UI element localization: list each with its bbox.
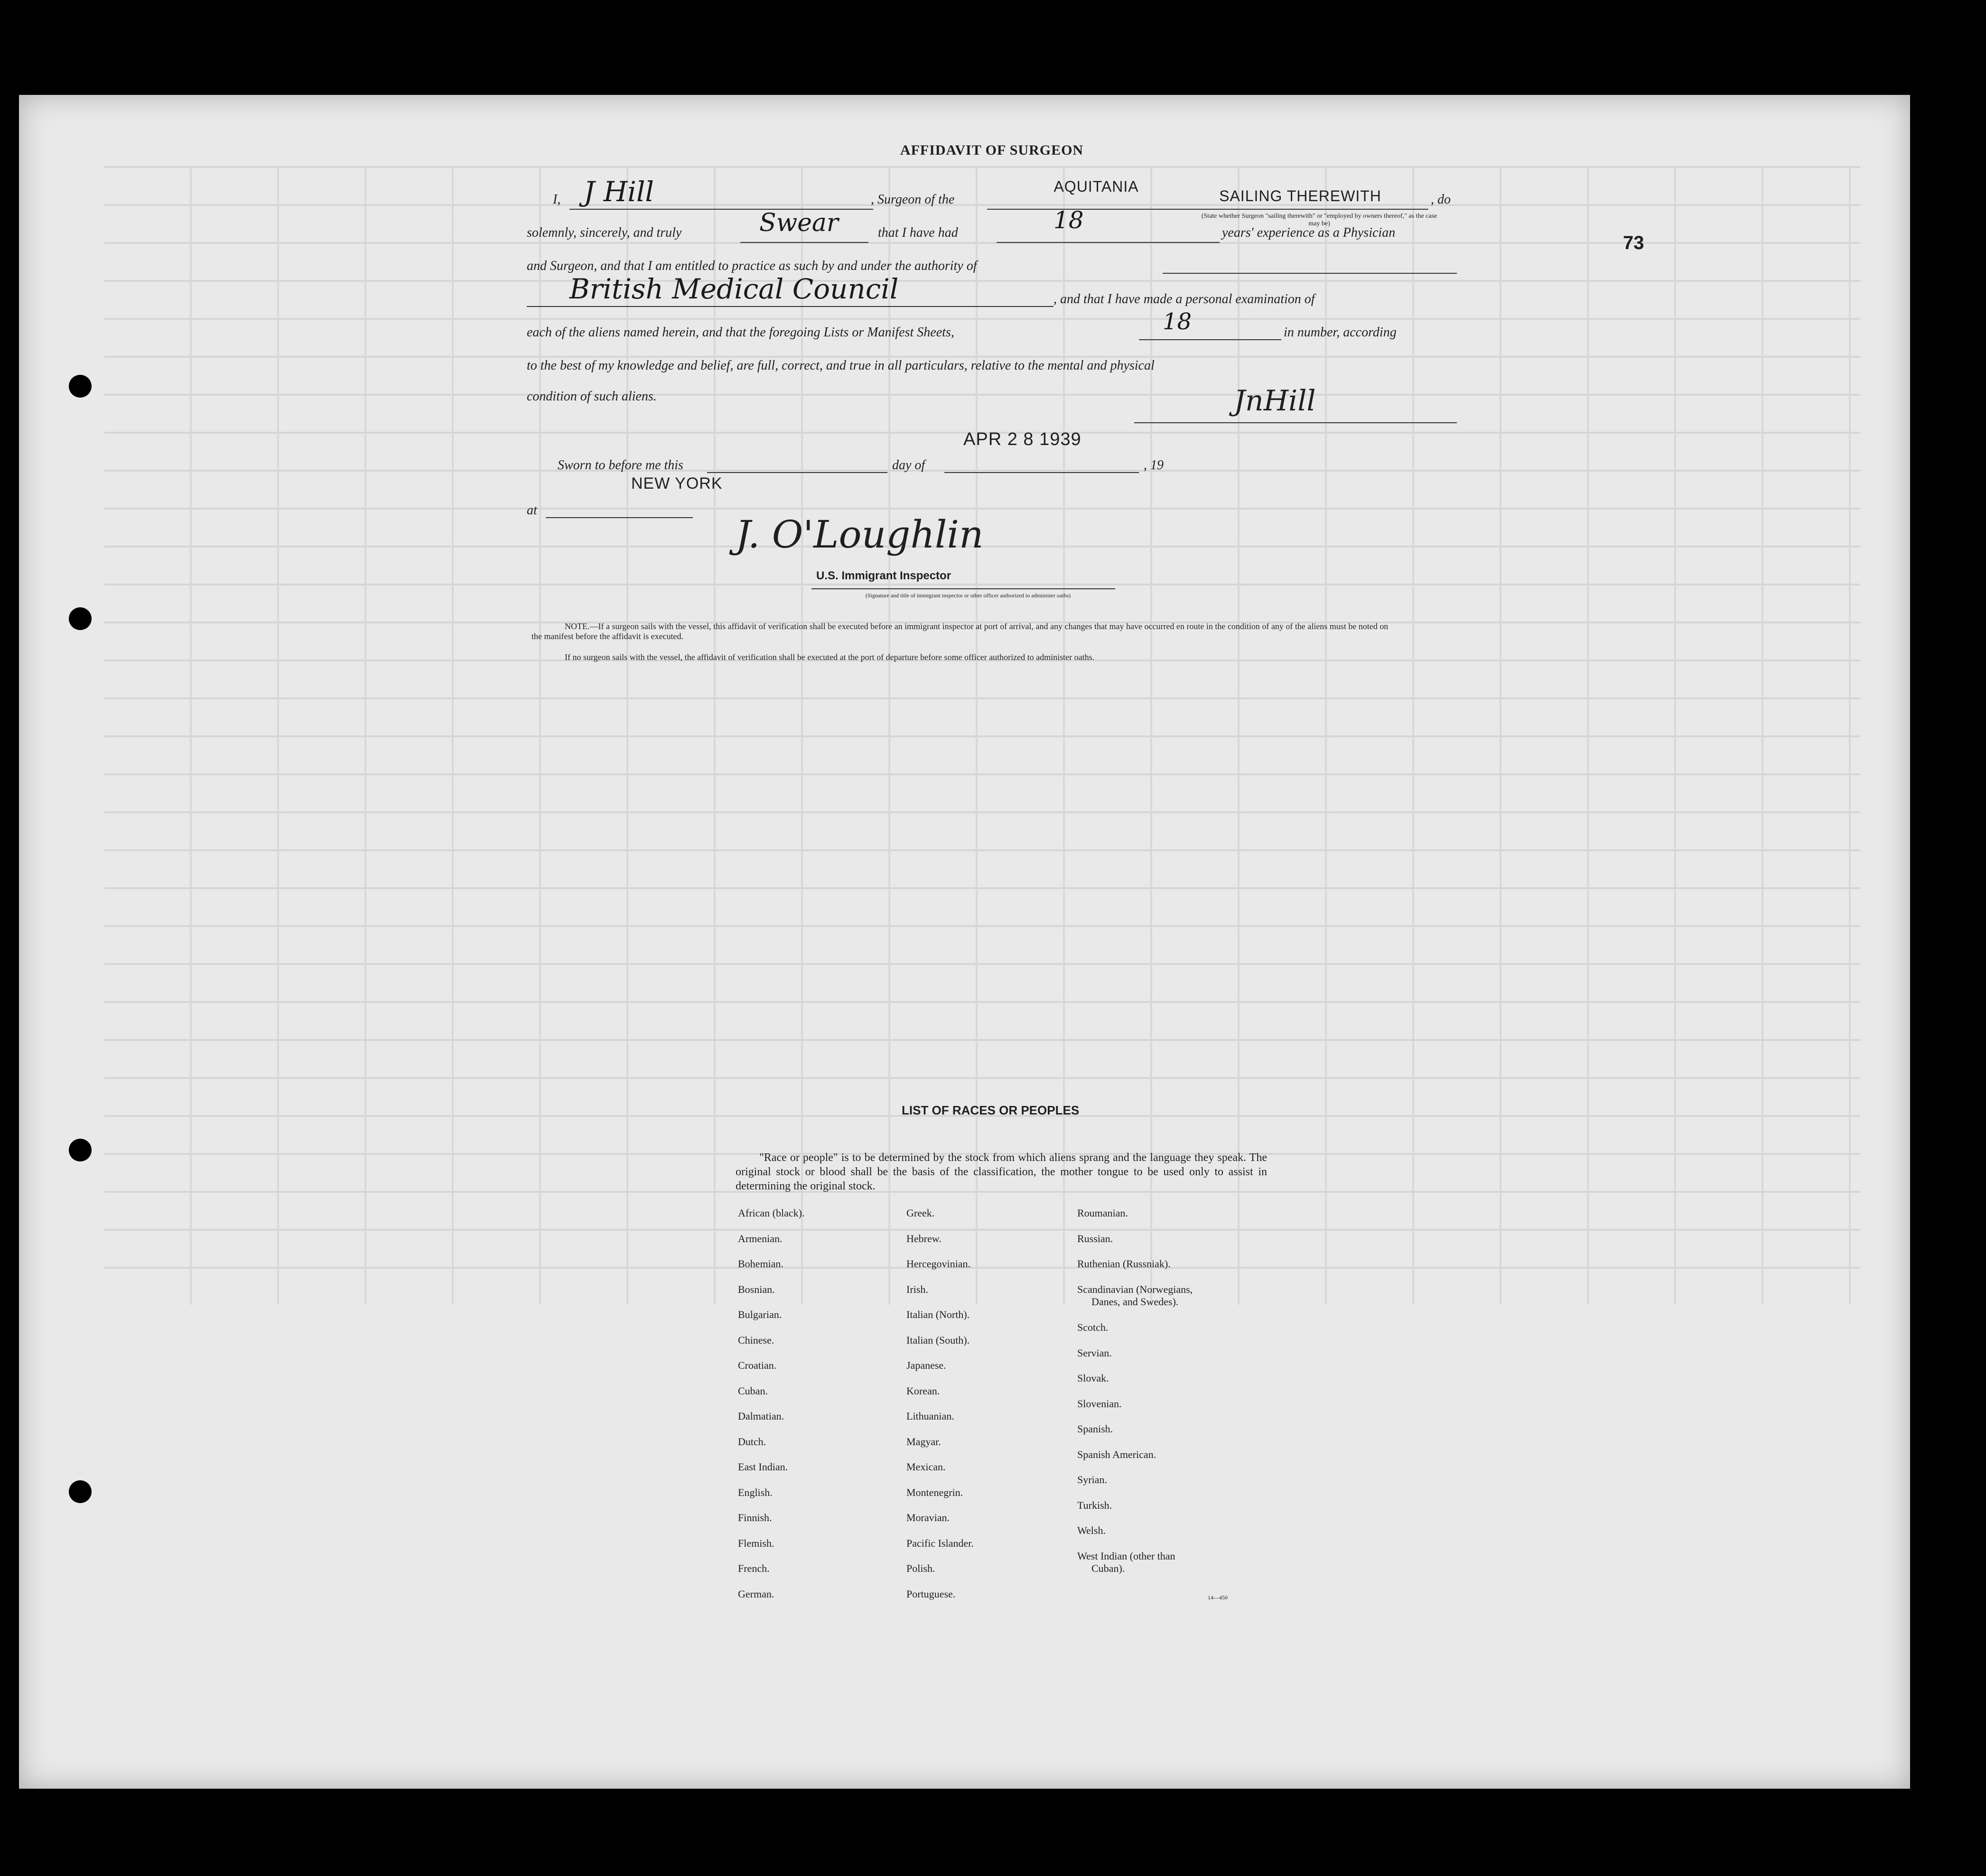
race-item: Roumanian.	[1077, 1207, 1128, 1219]
races-title: LIST OF RACES OR PEOPLES	[902, 1103, 1080, 1117]
race-item: Cuban.	[738, 1384, 768, 1397]
form-number: 14—450	[1208, 1594, 1228, 1601]
note-paragraph-1: NOTE.—If a surgeon sails with the vessel, this affidavit of verification shall be executed before an immigrant inspector at port of arrival, and any changes that may have occurred en route in the condition of any of the aliens must be noted on the manifest before the affidavit is executed.	[531, 622, 1389, 641]
note-paragraph-2: If no surgeon sails with the vessel, the affidavit of verification shall be executed at the port of departure before some officer authorized to administer oaths.	[565, 652, 1095, 662]
race-item: Scandinavian (Norwegians,	[1077, 1283, 1193, 1295]
race-item: Moravian.	[906, 1512, 950, 1523]
years-handwritten: 18	[1054, 206, 1084, 234]
race-item: Turkish.	[1077, 1499, 1112, 1511]
date-stamp: APR 2 8 1939	[963, 429, 1082, 449]
race-item: Hercegovinian.	[906, 1258, 970, 1270]
race-item: African (black).	[738, 1207, 805, 1219]
word-do: , do	[1431, 192, 1451, 207]
race-item: Dalmatian.	[738, 1410, 784, 1422]
race-item: Flemish.	[738, 1537, 774, 1549]
race-item: English.	[738, 1486, 773, 1498]
race-item: Croatian.	[738, 1359, 777, 1371]
race-item: Pacific Islander.	[906, 1537, 974, 1549]
sailing-status-caption: (State whether Surgeon "sailing therewith" or "employed by owners thereof," as the case may be)	[1201, 213, 1437, 227]
race-item: Syrian.	[1077, 1474, 1107, 1486]
word-solemnly: solemnly, sincerely, and truly	[527, 225, 682, 240]
sailing-status: SAILING THEREWITH	[1219, 187, 1381, 204]
word-i: I,	[553, 192, 561, 207]
inspector-title: U.S. Immigrant Inspector	[816, 569, 951, 582]
race-item: Magyar.	[906, 1435, 941, 1448]
authority-handwritten: British Medical Council	[569, 273, 899, 305]
race-item: Korean.	[906, 1384, 940, 1397]
race-item: Slovak.	[1077, 1372, 1109, 1384]
word-best: to the best of my knowledge and belief, are full, correct, and true in all particulars, relative to the mental and physical	[527, 358, 1155, 373]
race-item: French.	[738, 1562, 770, 1574]
race-item: German.	[738, 1588, 774, 1600]
punch-hole	[69, 375, 92, 398]
word-years-exp: years' experience as a Physician	[1222, 225, 1396, 240]
punch-hole	[69, 1139, 92, 1161]
race-item: Finnish.	[738, 1512, 772, 1523]
page-number: 73	[1623, 232, 1644, 253]
bleed-through-grid	[104, 166, 1860, 1305]
affidavit-title: AFFIDAVIT OF SURGEON	[900, 142, 1084, 158]
race-item: Italian (South).	[906, 1334, 970, 1346]
race-item: Russian.	[1077, 1232, 1113, 1244]
word-condition: condition of such aliens.	[527, 389, 657, 404]
race-item: Hebrew.	[906, 1232, 942, 1244]
race-item: Cuban).	[1091, 1562, 1125, 1574]
place-stamp: NEW YORK	[631, 474, 723, 492]
word-day-of: day of	[892, 458, 925, 473]
race-item: West Indian (other than	[1077, 1550, 1175, 1562]
word-personal: , and that I have made a personal examination of	[1054, 292, 1315, 306]
race-item: Chinese.	[738, 1334, 774, 1346]
word-at: at	[527, 503, 537, 518]
word-surgeon-of: , Surgeon of the	[871, 192, 955, 207]
punch-hole	[69, 607, 92, 630]
inspector-signature: J. O'Loughlin	[736, 512, 984, 557]
race-item: Dutch.	[738, 1435, 766, 1448]
race-item: Slovenian.	[1077, 1397, 1122, 1410]
race-item: Bulgarian.	[738, 1309, 782, 1320]
race-item: Portuguese.	[906, 1588, 956, 1600]
race-item: Montenegrin.	[906, 1486, 963, 1498]
race-item: Welsh.	[1077, 1524, 1106, 1536]
sheets-handwritten: 18	[1163, 308, 1192, 335]
race-item: Mexican.	[906, 1461, 946, 1473]
races-intro: "Race or people" is to be determined by the stock from which aliens sprang and the language they speak. The original stock or blood shall be the basis of the classification, the mother tongue to be used only to assist in determining the original stock.	[736, 1152, 1267, 1192]
race-item: East Indian.	[738, 1461, 788, 1473]
word-in-number: in number, according	[1284, 325, 1397, 340]
word-each: each of the aliens named herein, and that the foregoing Lists or Manifest Sheets,	[527, 325, 954, 340]
race-item: Greek.	[906, 1207, 935, 1219]
ship-name: AQUITANIA	[1054, 178, 1139, 195]
surgeon-name-handwritten: J Hill	[584, 176, 654, 208]
race-item: Scotch.	[1077, 1321, 1109, 1333]
word-have-had: that I have had	[878, 225, 958, 240]
punch-hole	[69, 1480, 92, 1503]
word-and-surgeon: and Surgeon, and that I am entitled to practice as such by and under the authority of	[527, 259, 977, 273]
inspector-caption: (Signature and title of immigrant inspector or other officer authorized to administer oaths)	[865, 592, 1071, 599]
race-item: Lithuanian.	[906, 1410, 954, 1422]
manifest-page	[19, 95, 1910, 1789]
word-sworn: Sworn to before me this	[558, 458, 683, 473]
word-nineteen: , 19	[1144, 458, 1164, 473]
race-item: Armenian.	[738, 1232, 783, 1244]
race-item: Danes, and Swedes).	[1091, 1296, 1179, 1308]
race-item: Ruthenian (Russniak).	[1077, 1258, 1171, 1270]
race-item: Japanese.	[906, 1359, 946, 1371]
race-item: Irish.	[906, 1283, 928, 1295]
race-item: Spanish.	[1077, 1423, 1113, 1435]
race-item: Polish.	[906, 1562, 935, 1574]
surgeon-signature: JnHill	[1234, 384, 1316, 418]
oath-word-handwritten: Swear	[759, 209, 839, 237]
race-item: Bosnian.	[738, 1283, 775, 1295]
race-item: Italian (North).	[906, 1309, 970, 1320]
race-item: Servian.	[1077, 1347, 1112, 1359]
race-item: Bohemian.	[738, 1258, 783, 1270]
race-item: Spanish American.	[1077, 1448, 1156, 1460]
